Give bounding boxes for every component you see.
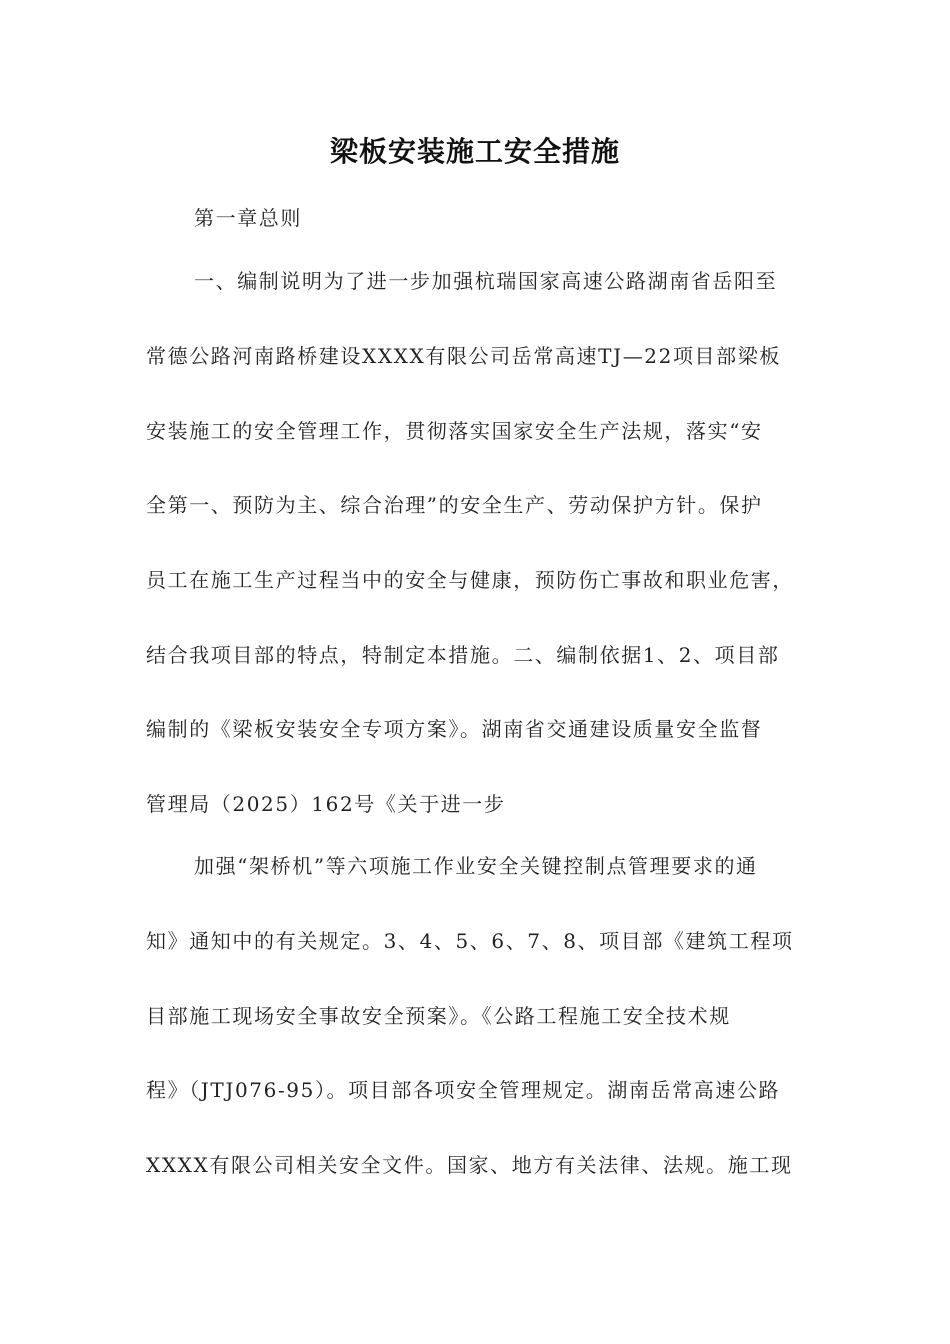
paragraph-line: 编制的《梁板安装安全专项方案》。湖南省交通建设质量安全监督 bbox=[146, 717, 763, 741]
paragraph-line: 员工在施工生产过程当中的安全与健康，预防伤亡事故和职业危害， bbox=[146, 568, 794, 592]
paragraph-line: XXXX有限公司相关安全文件。国家、地方有关法律、法规。施工现 bbox=[146, 1153, 793, 1177]
paragraph-line: 安装施工的安全管理工作，贯彻落实国家安全生产法规，落实“安 bbox=[146, 419, 763, 443]
paragraph-line: 管理局（2025）162号《关于进一步 bbox=[146, 792, 506, 816]
paragraph-line: 加强“架桥机”等六项施工作业安全关键控制点管理要求的通 bbox=[194, 854, 758, 878]
paragraph-line: 结合我项目部的特点，特制定本措施。二、编制依据1、2、项目部 bbox=[146, 643, 780, 667]
chapter-heading: 第一章总则 bbox=[194, 206, 302, 230]
paragraph-line: 一、编制说明为了进一步加强杭瑞国家高速公路湖南省岳阳至 bbox=[194, 269, 778, 293]
paragraph-line: 目部施工现场安全事故安全预案》。《公路工程施工安全技术规 bbox=[146, 1004, 731, 1028]
paragraph-line: 知》通知中的有关规定。3、4、5、6、7、8、项目部《建筑工程项 bbox=[146, 929, 794, 953]
document-title: 梁板安装施工安全措施 bbox=[329, 135, 620, 168]
paragraph-line: 全第一、预防为主、综合治理”的安全生产、劳动保护方针。保护 bbox=[146, 493, 763, 517]
paragraph-line: 程》（JTJ076-95）。项目部各项安全管理规定。湖南岳常高速公路 bbox=[146, 1078, 781, 1102]
paragraph-line: 常德公路河南路桥建设XXXX有限公司岳常高速TJ—22项目部梁板 bbox=[146, 344, 781, 368]
